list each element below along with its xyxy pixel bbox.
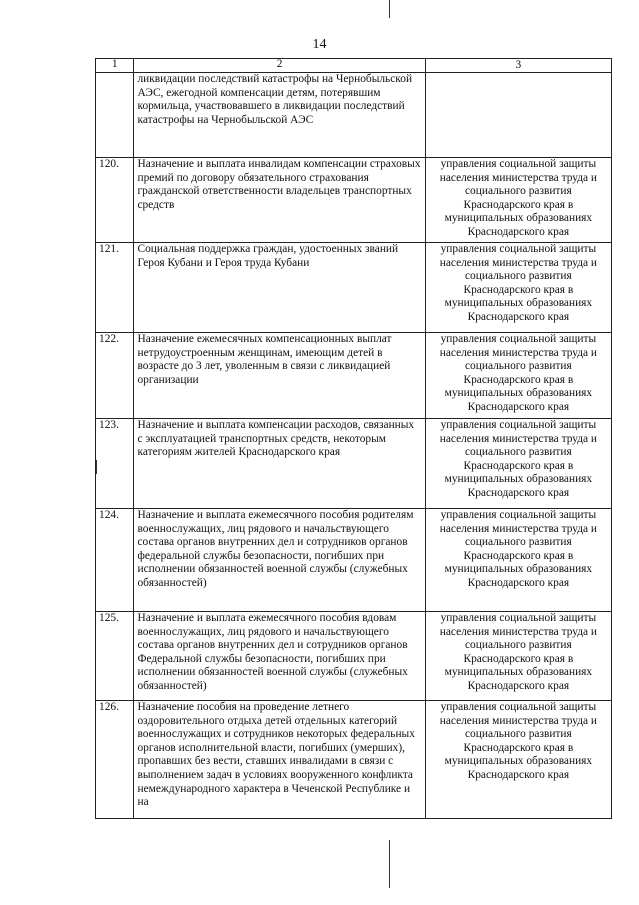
row-description: Социальная поддержка граждан, удостоенных званий Героя Кубани и Героя труда Кубани (134, 243, 425, 333)
table-header-row (96, 59, 612, 73)
table-row (96, 243, 612, 333)
table-row (96, 158, 612, 243)
column-header-3: 3 (425, 59, 611, 73)
row-number: 122. (96, 333, 134, 419)
row-number: 125. (96, 612, 134, 701)
row-description: Назначение пособия на проведение летнего оздоровительного отдыха детей отдельных категорий военнослужащих и сотрудников некоторых федеральных органов исполнительной власти, погибших (умерших), пропавших без вести, ставших инвалидами в связи с выполнением задач в условиях вооруженного конфликта немеждународного характера в Чеченской Республике и на (134, 701, 425, 819)
table-row (96, 612, 612, 701)
column-header-2: 2 (134, 59, 425, 73)
scan-mark-bottom (389, 840, 390, 888)
row-number: 124. (96, 509, 134, 612)
table-row (96, 333, 612, 419)
row-organization (425, 73, 611, 158)
row-description: Назначение ежемесячных компенсационных выплат нетрудоустроенным женщинам, имеющим детей в возрасте до 3 лет, уволенным в связи с ликвидацией организации (134, 333, 425, 419)
row-number (96, 73, 134, 158)
row-number: 126. (96, 701, 134, 819)
row-organization: управления социальной защиты населения министерства труда и социального развития Краснодарского края в муниципальных образованиях Краснодарского края (425, 509, 611, 612)
row-number: 121. (96, 243, 134, 333)
row-organization: управления социальной защиты населения министерства труда и социального развития Краснодарского края в муниципальных образованиях Краснодарского края (425, 701, 611, 819)
row-description: Назначение и выплата ежемесячного пособия вдовам военнослужащих, лиц рядового и начальствующего состава органов внутренних дел и сотрудников органов Федеральной службы безопасности, погибших при исполнении обязанностей военной службы (служебных обязанностей) (134, 612, 425, 701)
row-description: Назначение и выплата инвалидам компенсации страховых премий по договору обязательного страхования гражданской ответственности владельцев транспортных средств (134, 158, 425, 243)
table-row (96, 73, 612, 158)
row-description: ликвидации последствий катастрофы на Чернобыльской АЭС, ежегодной компенсации детям, потерявшим кормильца, участвовавшего в ликвидации последствий катастрофы на Чернобыльской АЭС (134, 73, 425, 158)
page-number: 14 (312, 37, 327, 52)
row-number: 123. (96, 419, 134, 509)
row-number: 120. (96, 158, 134, 243)
table-row (96, 701, 612, 819)
row-organization: управления социальной защиты населения министерства труда и социального развития Краснодарского края в муниципальных образованиях Краснодарского края (425, 612, 611, 701)
scan-mark-top (389, 0, 390, 18)
table-row (96, 509, 612, 612)
table-row (96, 419, 612, 509)
row-description: Назначение и выплата компенсации расходов, связанных с эксплуатацией транспортных средств, некоторым категориям жителей Краснодарского края (134, 419, 425, 509)
row-description: Назначение и выплата ежемесячного пособия родителям военнослужащих, лиц рядового и начальствующего состава органов внутренних дел и сотрудников органов федеральной службы безопасности, погибших при исполнении обязанностей военной службы (служебных обязанностей) (134, 509, 425, 612)
row-organization: управления социальной защиты населения министерства труда и социального развития Краснодарского края в муниципальных образованиях Краснодарского края (425, 419, 611, 509)
services-table (95, 58, 612, 819)
row-organization: управления социальной защиты населения министерства труда и социального развития Краснодарского края в муниципальных образованиях Краснодарского края (425, 333, 611, 419)
column-header-1: 1 (96, 59, 134, 73)
row-organization: управления социальной защиты населения министерства труда и социального развития Краснодарского края в муниципальных образованиях Краснодарского края (425, 158, 611, 243)
row-organization: управления социальной защиты населения министерства труда и социального развития Краснодарского края в муниципальных образованиях Краснодарского края (425, 243, 611, 333)
